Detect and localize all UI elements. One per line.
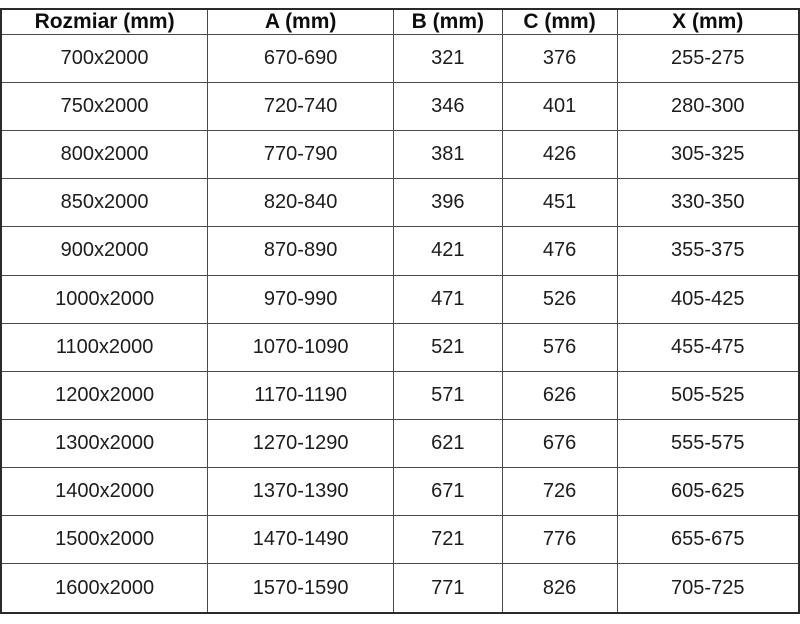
- column-header-rozmiar: Rozmiar (mm): [1, 9, 208, 35]
- table-cell-b: 346: [394, 83, 503, 131]
- table-cell-x: 705-725: [617, 564, 799, 613]
- table-cell-a: 870-890: [208, 227, 394, 275]
- table-cell-x: 305-325: [617, 131, 799, 179]
- table-row: [1, 227, 799, 275]
- table-cell-a: 820-840: [208, 179, 394, 227]
- table-cell-c: 626: [502, 371, 617, 419]
- table-cell-c: 726: [502, 467, 617, 515]
- table-cell-b: 721: [394, 516, 503, 564]
- table-cell-rozmiar: 1100x2000: [1, 323, 208, 371]
- table-cell-rozmiar: 750x2000: [1, 83, 208, 131]
- table-cell-rozmiar: 850x2000: [1, 179, 208, 227]
- table-cell-b: 521: [394, 323, 503, 371]
- table-row: [1, 564, 799, 613]
- table-cell-x: 330-350: [617, 179, 799, 227]
- table-cell-x: 405-425: [617, 275, 799, 323]
- table-row: [1, 131, 799, 179]
- table-cell-c: 476: [502, 227, 617, 275]
- table-cell-x: 655-675: [617, 516, 799, 564]
- table-cell-c: 826: [502, 564, 617, 613]
- table-row: [1, 419, 799, 467]
- table-cell-c: 676: [502, 419, 617, 467]
- table-cell-rozmiar: 1200x2000: [1, 371, 208, 419]
- table-cell-rozmiar: 900x2000: [1, 227, 208, 275]
- table-cell-b: 381: [394, 131, 503, 179]
- table-cell-rozmiar: 800x2000: [1, 131, 208, 179]
- table-cell-a: 720-740: [208, 83, 394, 131]
- table-cell-rozmiar: 1300x2000: [1, 419, 208, 467]
- table-body: [1, 35, 799, 614]
- table-cell-b: 571: [394, 371, 503, 419]
- table-cell-c: 576: [502, 323, 617, 371]
- table-cell-rozmiar: 700x2000: [1, 35, 208, 83]
- table-cell-c: 526: [502, 275, 617, 323]
- table-cell-x: 455-475: [617, 323, 799, 371]
- column-header-x: X (mm): [617, 9, 799, 35]
- table-cell-rozmiar: 1500x2000: [1, 516, 208, 564]
- table-row: [1, 179, 799, 227]
- table-cell-a: 1370-1390: [208, 467, 394, 515]
- table-row: [1, 467, 799, 515]
- table-cell-x: 605-625: [617, 467, 799, 515]
- column-header-a: A (mm): [208, 9, 394, 35]
- table-cell-a: 970-990: [208, 275, 394, 323]
- table-cell-b: 321: [394, 35, 503, 83]
- table-row: [1, 371, 799, 419]
- table-row: [1, 35, 799, 83]
- table-cell-b: 771: [394, 564, 503, 613]
- size-table: [0, 8, 800, 614]
- column-header-b: B (mm): [394, 9, 503, 35]
- table-cell-c: 376: [502, 35, 617, 83]
- table-cell-a: 670-690: [208, 35, 394, 83]
- table-cell-x: 255-275: [617, 35, 799, 83]
- table-cell-x: 280-300: [617, 83, 799, 131]
- table-cell-b: 421: [394, 227, 503, 275]
- table-cell-b: 471: [394, 275, 503, 323]
- table-cell-rozmiar: 1000x2000: [1, 275, 208, 323]
- table-cell-a: 1570-1590: [208, 564, 394, 613]
- table-cell-b: 621: [394, 419, 503, 467]
- table-cell-c: 451: [502, 179, 617, 227]
- header-row: [1, 9, 799, 35]
- table-cell-a: 1170-1190: [208, 371, 394, 419]
- table-row: [1, 323, 799, 371]
- table-cell-rozmiar: 1600x2000: [1, 564, 208, 613]
- table-cell-c: 776: [502, 516, 617, 564]
- table-cell-b: 671: [394, 467, 503, 515]
- table-row: [1, 83, 799, 131]
- table-cell-c: 426: [502, 131, 617, 179]
- table-cell-a: 1470-1490: [208, 516, 394, 564]
- table-cell-c: 401: [502, 83, 617, 131]
- table-row: [1, 275, 799, 323]
- table-row: [1, 516, 799, 564]
- table-cell-a: 1270-1290: [208, 419, 394, 467]
- table-cell-x: 355-375: [617, 227, 799, 275]
- table-cell-x: 555-575: [617, 419, 799, 467]
- column-header-c: C (mm): [502, 9, 617, 35]
- table-cell-b: 396: [394, 179, 503, 227]
- table-cell-a: 1070-1090: [208, 323, 394, 371]
- table-cell-a: 770-790: [208, 131, 394, 179]
- table-cell-x: 505-525: [617, 371, 799, 419]
- table-header: [1, 9, 799, 35]
- table-cell-rozmiar: 1400x2000: [1, 467, 208, 515]
